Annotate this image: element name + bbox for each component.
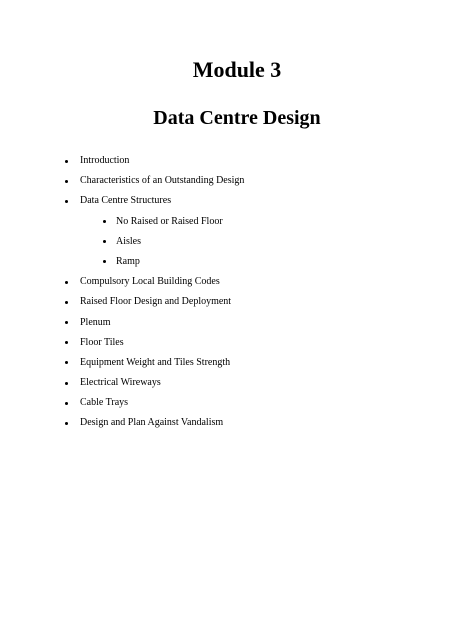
topic-label: Ramp: [116, 255, 140, 267]
topic-label: Characteristics of an Outstanding Design: [80, 175, 245, 187]
topic-label: Aisles: [116, 235, 141, 247]
bullet-icon: [65, 281, 68, 284]
topic-item: [0, 151, 474, 171]
topic-item: [0, 272, 474, 292]
bullet-icon: [65, 160, 68, 163]
topic-item: [0, 313, 474, 333]
topic-label: No Raised or Raised Floor: [116, 215, 223, 227]
bullet-icon: [103, 220, 106, 223]
bullet-icon: [65, 321, 68, 324]
bullet-icon: [65, 402, 68, 405]
topic-label: Plenum: [80, 316, 111, 328]
topic-label: Design and Plan Against Vandalism: [80, 417, 224, 429]
bullet-icon: [103, 260, 106, 263]
topic-label: Electrical Wireways: [80, 377, 161, 389]
topic-item: [0, 413, 474, 433]
bullet-icon: [65, 200, 68, 203]
bullet-icon: [103, 240, 106, 243]
topic-item: [0, 373, 474, 393]
bullet-icon: [65, 301, 68, 304]
bullet-icon: [65, 422, 68, 425]
topic-label: Equipment Weight and Tiles Strength: [80, 356, 231, 368]
topic-item: [0, 171, 474, 191]
topic-item: [0, 393, 474, 413]
topic-subitem: [0, 232, 474, 252]
document-title: Data Centre Design: [153, 107, 321, 129]
topic-item: [0, 333, 474, 353]
bullet-icon: [65, 361, 68, 364]
topic-label: Floor Tiles: [80, 336, 124, 348]
topic-list: [0, 151, 474, 434]
topic-item: [0, 191, 474, 211]
bullet-icon: [65, 382, 68, 385]
topic-item: [0, 353, 474, 373]
module-title: Module 3: [192, 57, 282, 82]
topic-item: [0, 292, 474, 312]
topic-subitem: [0, 252, 474, 272]
topic-label: Raised Floor Design and Deployment: [80, 296, 232, 308]
bullet-icon: [65, 180, 68, 183]
topic-label: Introduction: [80, 155, 130, 166]
topic-label: Data Centre Structures: [80, 195, 172, 207]
topic-label: Compulsory Local Building Codes: [80, 276, 220, 288]
bullet-icon: [65, 341, 68, 344]
topic-label: Cable Trays: [80, 397, 129, 409]
topic-subitem: [0, 212, 474, 232]
